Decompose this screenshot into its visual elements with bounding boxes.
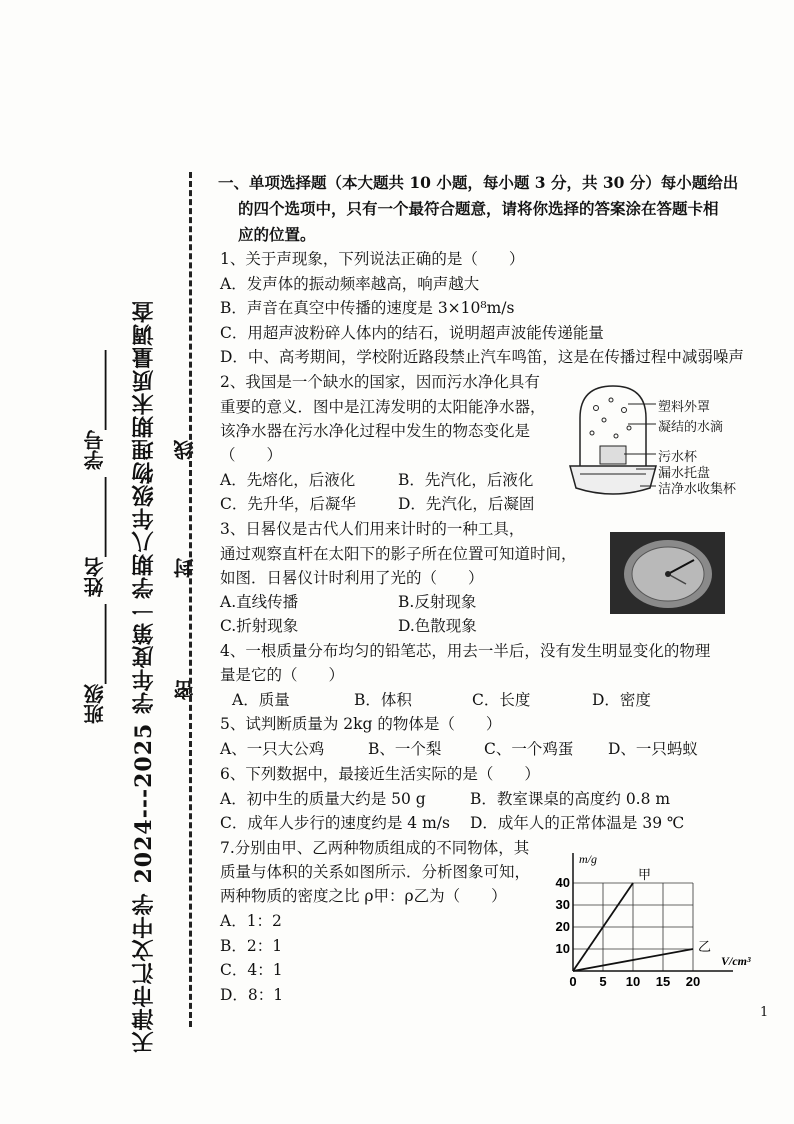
mass-volume-chart: [555, 843, 755, 993]
q1-stem: 1、关于声现象，下列说法正确的是（ ）: [220, 250, 525, 268]
q7-option-d: D．8：1: [220, 986, 284, 1004]
q6-stem: 6、下列数据中，最接近生活实际的是（ ）: [220, 765, 540, 783]
q3-stem-1: 3、日晷仪是古代人们用来计时的一种工具，: [220, 520, 525, 538]
q2-stem-4: （ ）: [220, 446, 283, 464]
y-tick-label: 10: [555, 941, 570, 956]
seal-dashed-line: [189, 172, 192, 1027]
sundial-photo: [610, 532, 725, 614]
series-label: 乙: [698, 940, 712, 955]
q4-option-b: B．体积: [354, 691, 412, 709]
q2-stem-2: 重要的意义．图中是江涛发明的太阳能净水器，: [220, 398, 546, 416]
x-tick-label: 10: [625, 974, 641, 989]
q7-stem-3: 两种物质的密度之比 ρ甲：ρ乙为（ ）: [220, 887, 507, 905]
q6-option-c: C．成年人步行的速度约是 4 m/s: [220, 814, 450, 832]
q2-option-d: D．先汽化，后凝固: [398, 495, 535, 513]
q3-option-a: A.直线传播: [220, 593, 299, 611]
y-tick-label: 30: [555, 897, 570, 912]
q3-option-d: D.色散现象: [398, 617, 477, 635]
q4-option-a: A．质量: [232, 691, 290, 709]
q5-option-c: C、一个鸡蛋: [484, 740, 574, 758]
q3-stem-2: 通过观察直杆在太阳下的影子所在位置可知道时间，: [220, 545, 577, 563]
section-title-line2: 的四个选项中，只有一个最符合题意，请将你选择的答案涂在答题卡相: [238, 199, 719, 218]
y-tick-label: 20: [555, 919, 570, 934]
q7-stem-1: 7.分别由甲、乙两种物质组成的不同物体，其: [220, 839, 530, 857]
x-tick-label: 5: [599, 974, 607, 989]
x-axis-label: V/cm³: [721, 954, 751, 968]
q1-option-c: C．用超声波粉碎人体内的结石，说明超声波能传递能量: [220, 324, 604, 342]
q1-option-d: D．中、高考期间，学校附近路段禁止汽车鸣笛，这是在传播过程中减弱噪声: [220, 348, 744, 366]
label-clean-water-cup: 洁净水收集杯: [658, 482, 737, 497]
q3-stem-3: 如图．日晷仪计时利用了光的（ ）: [220, 569, 484, 587]
school-title: 天津市汇文中学 2024---2025 学年度第一学期八年级物理期末质量调查: [131, 300, 157, 1054]
q2-option-b: B．先汽化，后液化: [398, 471, 534, 489]
q1-option-b: B．声音在真空中传播的速度是 3×10⁸m/s: [220, 299, 515, 317]
q3-option-c: C.折射现象: [220, 617, 299, 635]
q6-option-b: B．教室课桌的高度约 0.8 m: [470, 790, 671, 808]
seal-char-feng: 封: [173, 558, 197, 578]
q4-option-c: C．长度: [472, 691, 531, 709]
q1-option-a: A．发声体的振动频率越高，响声越大: [220, 275, 480, 293]
seal-char-xian: 线: [173, 440, 197, 460]
q7-option-b: B．2：1: [220, 937, 283, 955]
q5-option-d: D、一只蚂蚁: [608, 740, 698, 758]
q4-stem-1: 4、一根质量分布均匀的铅笔芯，用去一半后，没有发生明显变化的物理: [220, 642, 711, 660]
x-tick-label: 0: [569, 974, 577, 989]
q2-stem-1: 2、我国是一个缺水的国家，因而污水净化具有: [220, 373, 540, 391]
label-sewage-cup: 污水杯: [658, 450, 698, 465]
q4-option-d: D．密度: [592, 691, 651, 709]
q2-option-c: C．先升华，后凝华: [220, 495, 356, 513]
q5-option-b: B、一个梨: [368, 740, 442, 758]
mass-volume-chart-svg: [555, 843, 755, 993]
page-number: 1: [760, 1005, 769, 1020]
q2-stem-3: 该净水器在污水净化过程中发生的物态变化是: [220, 422, 531, 440]
q5-stem: 5、试判断质量为 2kg 的物体是（ ）: [220, 715, 502, 733]
q2-option-a: A．先熔化，后液化: [220, 471, 356, 489]
section-title-line1: 一、单项选择题（本大题共 10 小题，每小题 3 分，共 30 分）每小题给出: [218, 173, 739, 192]
q4-stem-2: 量是它的（ ）: [220, 666, 345, 684]
y-axis-label: m/g: [579, 852, 597, 866]
solar-water-purifier-figure: [566, 378, 766, 503]
student-info-fields: 班级________ 姓名________ 学号________: [83, 350, 107, 724]
series-label: 甲: [638, 868, 652, 883]
q7-option-c: C．4：1: [220, 961, 283, 979]
section-title-line3: 应的位置。: [238, 225, 316, 244]
y-tick-label: 40: [555, 875, 570, 890]
x-tick-label: 15: [655, 974, 671, 989]
q7-stem-2: 质量与体积的关系如图所示．分析图象可知，: [220, 863, 531, 881]
label-condensed-drops: 凝结的水滴: [658, 420, 724, 435]
q3-option-b: B.反射现象: [398, 593, 477, 611]
q6-option-d: D．成年人的正常体温是 39 ℃: [470, 814, 685, 832]
q5-option-a: A、一只大公鸡: [220, 740, 325, 758]
label-leak-tray: 漏水托盘: [658, 466, 711, 481]
seal-char-mi: 密: [173, 680, 197, 700]
q7-option-a: A．1：2: [220, 912, 282, 930]
x-tick-label: 20: [685, 974, 701, 989]
label-plastic-cover: 塑料外罩: [658, 400, 711, 415]
q6-option-a: A．初中生的质量大约是 50 g: [220, 790, 426, 808]
